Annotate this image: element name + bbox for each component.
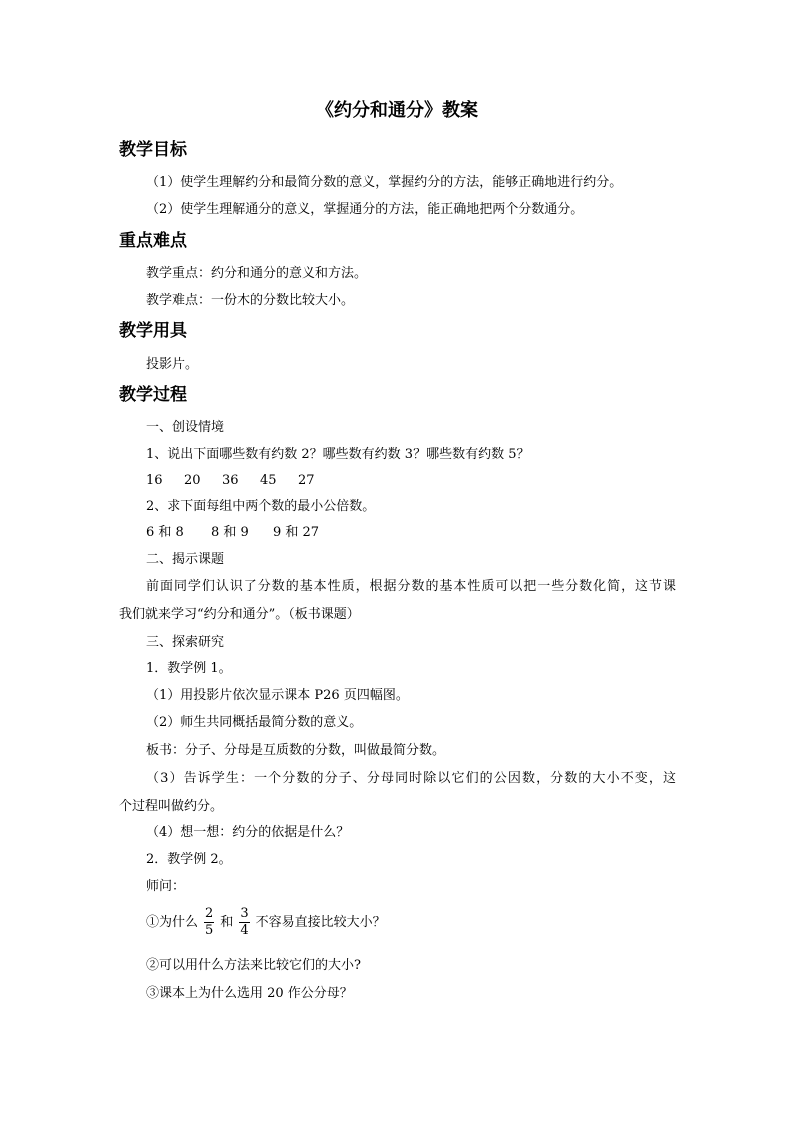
number-item: 27 [298,473,315,488]
question-line-1 [146,906,386,939]
example-1-step-1: （1）用投影片依次显示课本 P26 页四幅图。 [146,688,409,703]
question-1-and: 和 [220,914,234,930]
intro-paragraph-line-1: 前面同学们认识了分数的基本性质，根据分数的基本性质可以把一些分数化简，这节课 [146,579,676,594]
key-point-1: 教学重点：约分和通分的意义和方法。 [146,266,368,281]
intro-paragraph-line-2: 我们就来学习“约分和通分”。（板书课题） [119,607,360,622]
fraction-numerator: 2 [205,906,214,921]
pair-list [146,523,319,543]
fraction-3-4 [239,906,249,939]
process-step-1: 一、创设情境 [146,420,225,435]
heading-process: 教学过程 [119,385,187,405]
goal-item-2: （2）使学生理解通分的意义，掌握通分的方法，能正确地把两个分数通分。 [146,202,584,217]
number-list [146,471,315,491]
example-1-heading: 1．教学例 1。 [146,661,232,676]
process-step-2: 二、揭示课题 [146,552,225,567]
board-note: 板书：分子、分母是互质数的分数，叫做最简分数。 [146,743,446,758]
heading-goals: 教学目标 [119,140,187,160]
pair-item: 9 和 27 [273,525,320,540]
example-2-heading: 2．教学例 2。 [146,852,232,867]
fraction-denominator: 4 [240,923,249,938]
fraction-numerator: 3 [240,906,249,921]
question-line-2: ②可以用什么方法来比较它们的大小? [146,958,361,973]
pair-item: 8 和 9 [211,525,249,540]
number-item: 20 [184,473,201,488]
heading-key-points: 重点难点 [119,231,187,251]
question-1-prefix: ①为什么 [146,914,199,930]
fraction-2-5 [204,906,214,939]
number-item: 16 [146,473,163,488]
process-step-3: 三、探索研究 [146,635,225,650]
teacher-asks-label: 师问： [146,879,186,894]
fraction-denominator: 5 [205,923,214,938]
question-line-3: ③课本上为什么选用 20 作公分母？ [146,986,353,1001]
goal-item-1: （1）使学生理解约分和最简分数的意义，掌握约分的方法，能够正确地进行约分。 [146,175,623,190]
number-item: 45 [260,473,277,488]
key-point-2: 教学难点：一份木的分数比较大小。 [146,293,355,308]
example-1-step-3-line-2: 个过程叫做约分。 [119,799,224,814]
process-question-1: 1、说出下面哪些数有约数 2？哪些数有约数 3？哪些数有约数 5？ [146,447,530,462]
pair-item: 6 和 8 [146,525,184,540]
process-question-2: 2、求下面每组中两个数的最小公倍数。 [146,499,376,514]
tools-item: 投影片。 [146,357,199,372]
example-1-step-2: （2）师生共同概括最简分数的意义。 [146,715,363,730]
example-1-step-3-line-1: （3）告诉学生：一个分数的分子、分母同时除以它们的公因数，分数的大小不变，这 [146,771,676,786]
question-1-suffix: 不容易直接比较大小？ [255,914,386,930]
number-item: 36 [222,473,239,488]
heading-tools: 教学用具 [119,321,187,341]
example-1-step-4: （4）想一想：约分的依据是什么？ [146,825,350,840]
document-title: 《约分和通分》教案 [316,100,478,121]
